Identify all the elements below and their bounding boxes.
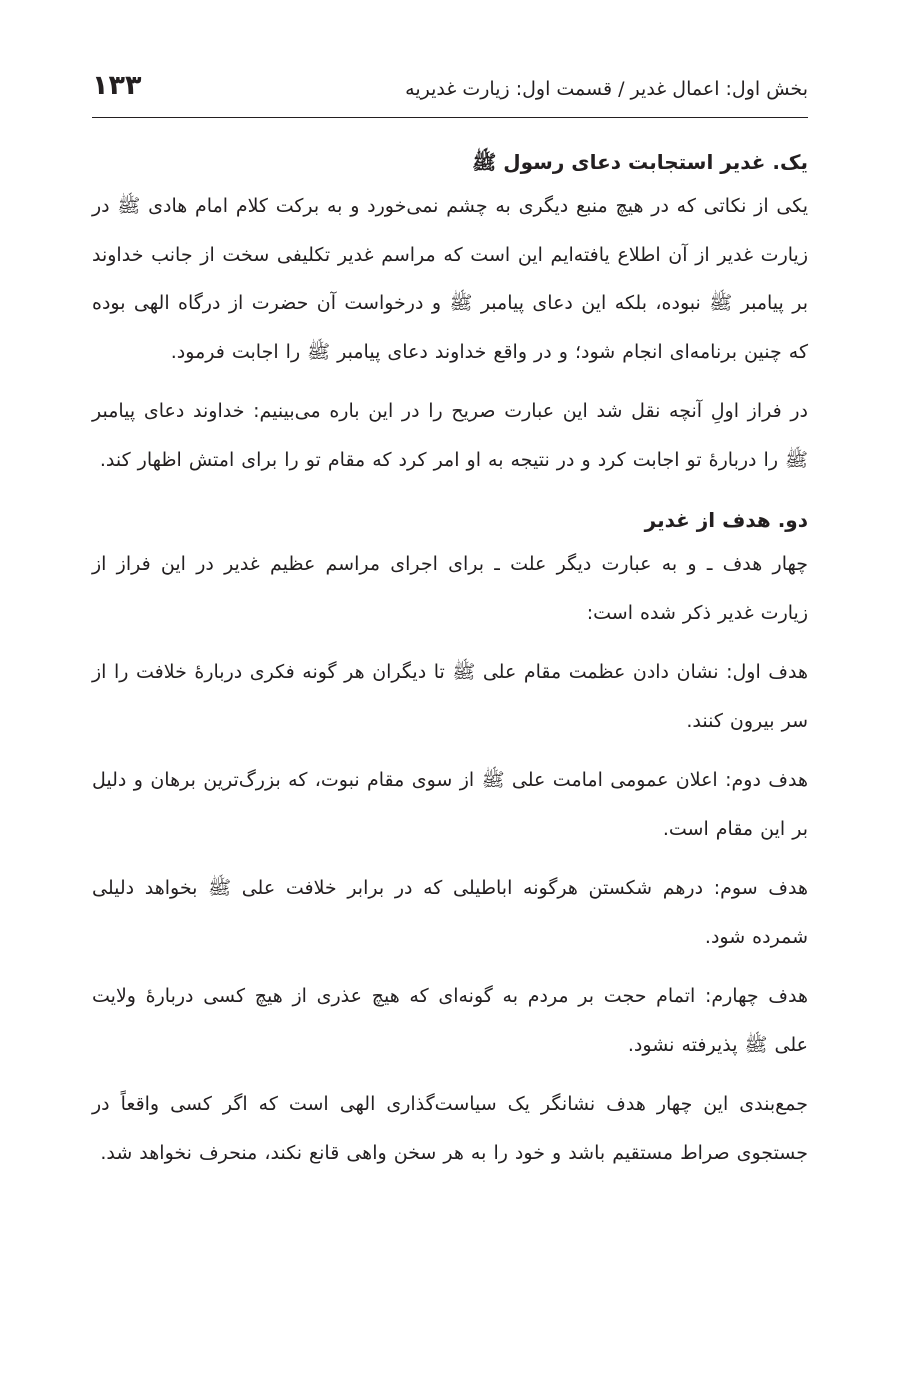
goal-paragraph: هدف چهارم: اتمام حجت بر مردم به گونه‌ای که هیچ عذری از هیچ کسی دربارهٔ ولایت علی ﷺ پذیرفته نشود. (92, 985, 808, 1056)
running-header (92, 70, 808, 110)
summary-paragraph: جمع‌بندی این چهار هدف نشانگر یک سیاست‌گذاری الهی است که اگر کسی واقعاً در جستجوی صراط مستقیم باشد و خود را به هر سخن واهی قانع نکند، منحرف نخواهد شد. (92, 1093, 808, 1164)
paragraph: در فراز اولِ آنچه نقل شد این عبارت صریح را در این باره می‌بینیم: خداوند دعای پیامبر ﷺ را دربارهٔ تو اجابت کرد و در نتیجه به او امر کرد که مقام تو را برای امتش اظهار کند. (92, 400, 808, 471)
goal-paragraph: هدف سوم: درهم شکستن هرگونه اباطیلی که در برابر خلافت علی ﷺ بخواهد دلیلی شمرده شود. (92, 877, 808, 948)
header-divider (92, 117, 808, 118)
running-header-title: بخش اول: اعمال غدیر / قسمت اول: زیارت غدیریه (405, 78, 808, 100)
goal-paragraph: هدف اول: نشان دادن عظمت مقام علی ﷺ تا دیگران هر گونه فکری دربارهٔ خلافت را از سر بیرون کنند. (92, 661, 808, 732)
section-heading: یک. غدیر استجابت دعای رسول ﷺ (472, 150, 808, 174)
page-content (92, 142, 808, 1188)
page-number: ۱۳۳ (92, 70, 142, 101)
paragraph: چهار هدف ـ و به عبارت دیگر علت ـ برای اجرای مراسم عظیم غدیر در این فراز از زیارت غدیر ذکر شده است: (92, 553, 808, 624)
section-heading: دو. هدف از غدیر (644, 508, 808, 532)
book-page (92, 0, 808, 1390)
goal-paragraph: هدف دوم: اعلان عمومی امامت علی ﷺ از سوی مقام نبوت، که بزرگ‌ترین برهان و دلیل بر این مقام است. (92, 769, 808, 840)
paragraph: یکی از نکاتی که در هیچ منبع دیگری به چشم نمی‌خورد و به برکت کلام امام هادی ﷺ در زیارت غدیر از آن اطلاع یافته‌ایم این است که مراسم غدیر تکلیفی سخت از جانب خداوند بر پیامبر ﷺ نبوده، بلکه این دعای پیامبر ﷺ و درخواست آن حضرت از درگاه الهی بوده که چنین برنامه‌ای انجام شود؛ و در واقع خداوند دعای پیامبر ﷺ را اجابت فرمود. (92, 195, 808, 363)
